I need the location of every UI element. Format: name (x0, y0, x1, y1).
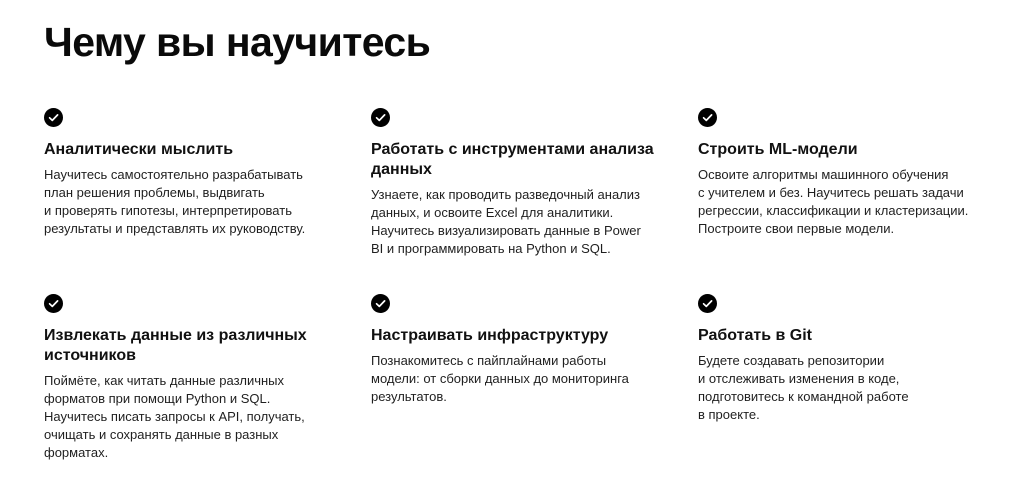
skill-title: Настраивать инфраструктуру (371, 327, 609, 344)
skill-description: Поймёте, как читать данные различных форматов при помощи Python и SQL. Научитесь писать запросы к API, получать, очищать и сохранять данные в разных форматах. (44, 373, 305, 460)
check-circle-icon (698, 108, 717, 127)
skill-card-infrastructure (371, 294, 671, 406)
skill-description: Познакомитесь с пайплайнами работы модели: от сборки данных до мониторинга результатов. (371, 353, 629, 404)
skill-title: Работать в Git (698, 327, 812, 344)
skill-description: Узнаете, как проводить разведочный анализ данных, и освоите Excel для аналитики. Научитесь визуализировать данные в Power BI и программировать на Python и SQL. (371, 187, 641, 256)
skill-title: Строить ML-модели (698, 141, 858, 158)
check-circle-icon (698, 294, 717, 313)
check-circle-icon (371, 108, 390, 127)
check-circle-icon (371, 294, 390, 313)
skill-description: Научитесь самостоятельно разрабатывать план решения проблемы, выдвигать и проверять гипотезы, интерпретировать результаты и представлять их руководству. (44, 167, 306, 236)
skill-description: Освоите алгоритмы машинного обучения с учителем и без. Научитесь решать задачи регрессии, классификации и кластеризации. Построите свои первые модели. (698, 167, 969, 236)
page-title: Чему вы научитесь (44, 19, 431, 65)
check-circle-icon (44, 294, 63, 313)
skill-card-analysis-tools (371, 108, 671, 258)
skill-description: Будете создавать репозитории и отслеживать изменения в коде, подготовитесь к командной работе в проекте. (698, 353, 909, 422)
skill-title: Работать с инструментами анализа данных (371, 141, 654, 178)
skill-card-git (698, 294, 998, 424)
check-circle-icon (44, 108, 63, 127)
skill-card-analytical-thinking (44, 108, 344, 238)
skill-card-data-extraction (44, 294, 344, 462)
skill-title: Аналитически мыслить (44, 141, 234, 158)
skill-card-ml-models (698, 108, 998, 238)
skill-title: Извлекать данные из различных источников (44, 327, 307, 364)
